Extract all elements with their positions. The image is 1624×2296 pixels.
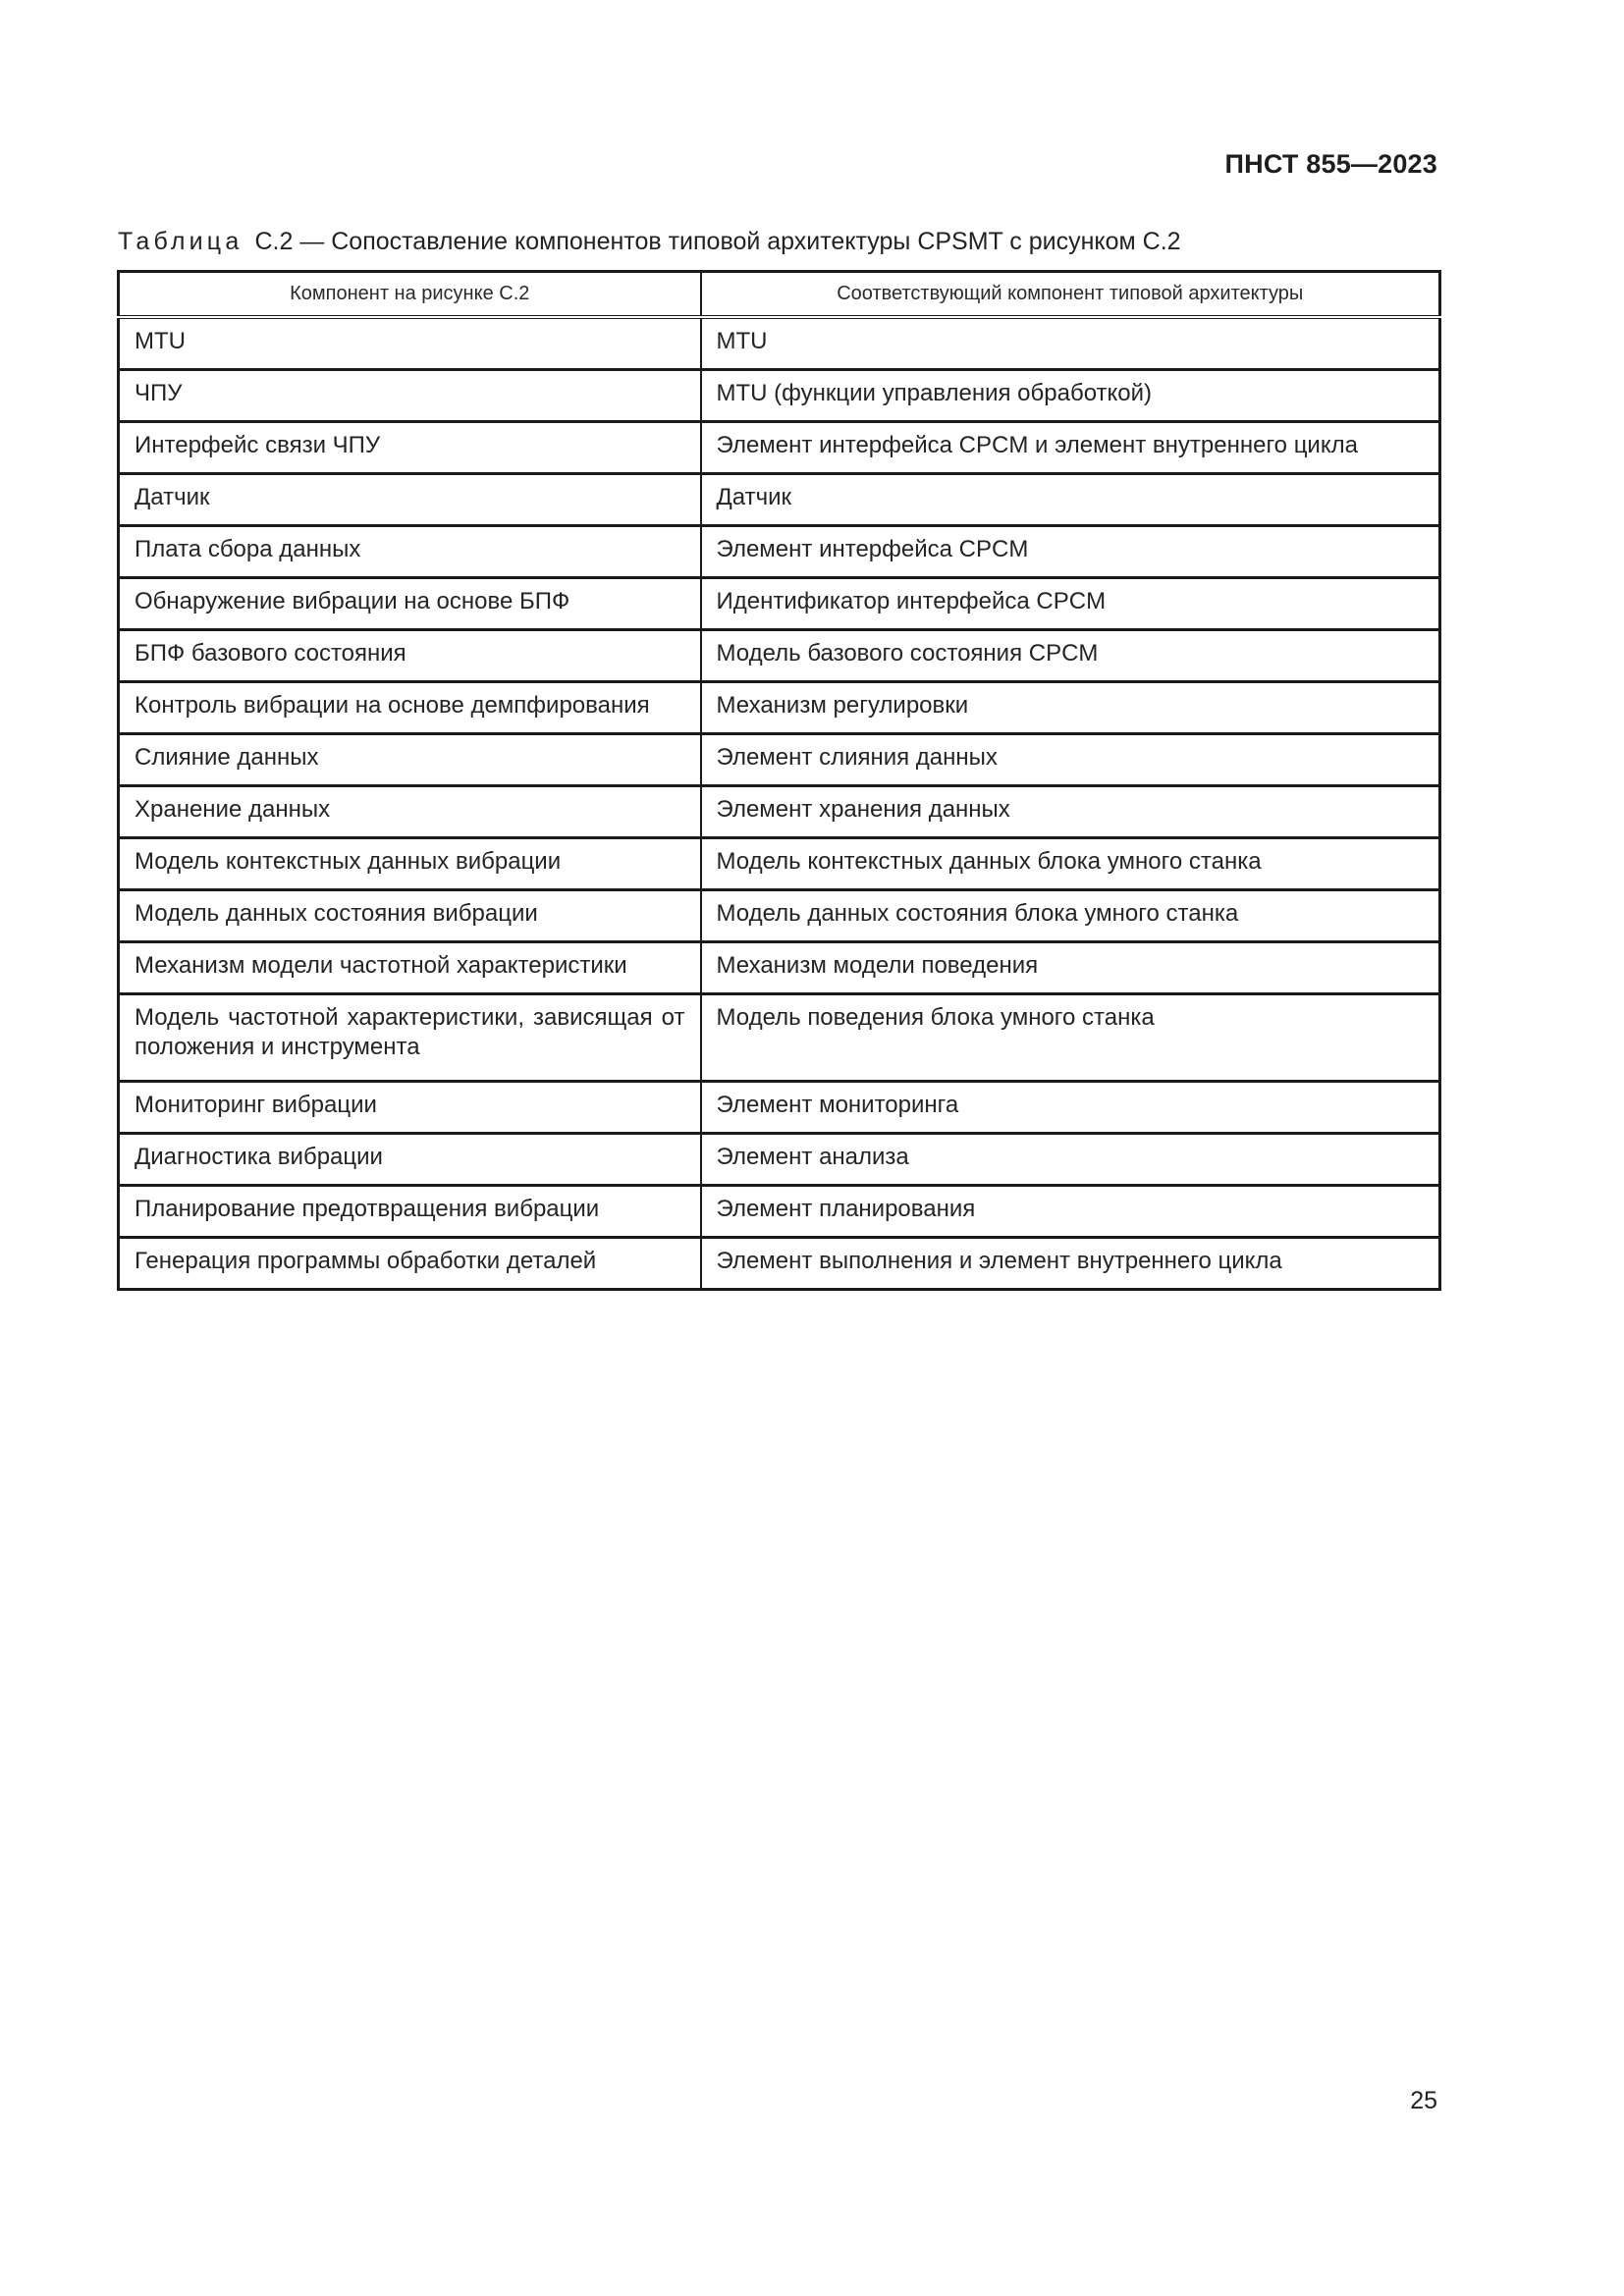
table-row xyxy=(119,1134,1440,1186)
table-row xyxy=(119,578,1440,630)
architecture-component-cell: Модель данных состояния блока умного станка xyxy=(701,890,1440,942)
figure-component-cell: Контроль вибрации на основе демпфирования xyxy=(119,682,701,734)
table-row xyxy=(119,786,1440,838)
table-row xyxy=(119,1238,1440,1290)
architecture-component-cell: Механизм модели поведения xyxy=(701,942,1440,994)
figure-component-cell: Механизм модели частотной характеристики xyxy=(119,942,701,994)
figure-component-cell: Модель данных состояния вибрации xyxy=(119,890,701,942)
document-code: ПНСТ 855—2023 xyxy=(1224,149,1437,179)
architecture-component-cell: MTU xyxy=(701,317,1440,370)
architecture-component-cell: Элемент хранения данных xyxy=(701,786,1440,838)
figure-component-cell: MTU xyxy=(119,317,701,370)
architecture-component-cell: Механизм регулировки xyxy=(701,682,1440,734)
component-mapping-table xyxy=(117,270,1441,1291)
table-caption xyxy=(118,228,1181,256)
table-row xyxy=(119,890,1440,942)
figure-component-cell: Модель частотной характеристики, зависящая от положения и инструмента xyxy=(119,994,701,1082)
architecture-component-cell: Элемент анализа xyxy=(701,1134,1440,1186)
figure-component-cell: Плата сбора данных xyxy=(119,526,701,578)
architecture-component-cell: Элемент интерфейса CPCM и элемент внутреннего цикла xyxy=(701,422,1440,474)
architecture-component-cell: Модель базового состояния CPCM xyxy=(701,630,1440,682)
figure-component-cell: Обнаружение вибрации на основе БПФ xyxy=(119,578,701,630)
page-number: 25 xyxy=(1410,2087,1437,2114)
figure-component-cell: Интерфейс связи ЧПУ xyxy=(119,422,701,474)
table-header-row xyxy=(119,272,1440,318)
architecture-component-cell: MTU (функции управления обработкой) xyxy=(701,370,1440,422)
table-row xyxy=(119,317,1440,370)
table-row xyxy=(119,526,1440,578)
table-row xyxy=(119,474,1440,526)
table-caption-label: Таблица xyxy=(118,228,244,255)
figure-component-cell: Модель контекстных данных вибрации xyxy=(119,838,701,890)
table-row xyxy=(119,1082,1440,1134)
figure-component-cell: Датчик xyxy=(119,474,701,526)
table-caption-text: С.2 — Сопоставление компонентов типовой архитектуры CPSMT с рисунком С.2 xyxy=(254,228,1181,255)
architecture-component-cell: Модель контекстных данных блока умного станка xyxy=(701,838,1440,890)
figure-component-cell: Генерация программы обработки деталей xyxy=(119,1238,701,1290)
architecture-component-cell: Элемент интерфейса CPCM xyxy=(701,526,1440,578)
figure-component-cell: Диагностика вибрации xyxy=(119,1134,701,1186)
table-row xyxy=(119,1186,1440,1238)
architecture-component-cell: Элемент мониторинга xyxy=(701,1082,1440,1134)
table-row xyxy=(119,682,1440,734)
table-row xyxy=(119,838,1440,890)
header-architecture-component: Соответствующий компонент типовой архитектуры xyxy=(701,272,1440,318)
header-figure-component: Компонент на рисунке С.2 xyxy=(119,272,701,318)
architecture-component-cell: Элемент планирования xyxy=(701,1186,1440,1238)
table-row xyxy=(119,630,1440,682)
table-row xyxy=(119,734,1440,786)
architecture-component-cell: Элемент выполнения и элемент внутреннего цикла xyxy=(701,1238,1440,1290)
figure-component-cell: БПФ базового состояния xyxy=(119,630,701,682)
figure-component-cell: Хранение данных xyxy=(119,786,701,838)
table-row xyxy=(119,942,1440,994)
architecture-component-cell: Датчик xyxy=(701,474,1440,526)
figure-component-cell: Слияние данных xyxy=(119,734,701,786)
table-row xyxy=(119,422,1440,474)
figure-component-cell: Мониторинг вибрации xyxy=(119,1082,701,1134)
architecture-component-cell: Идентификатор интерфейса CPCM xyxy=(701,578,1440,630)
table-row xyxy=(119,994,1440,1082)
figure-component-cell: ЧПУ xyxy=(119,370,701,422)
architecture-component-cell: Модель поведения блока умного станка xyxy=(701,994,1440,1082)
figure-component-cell: Планирование предотвращения вибрации xyxy=(119,1186,701,1238)
architecture-component-cell: Элемент слияния данных xyxy=(701,734,1440,786)
table-row xyxy=(119,370,1440,422)
